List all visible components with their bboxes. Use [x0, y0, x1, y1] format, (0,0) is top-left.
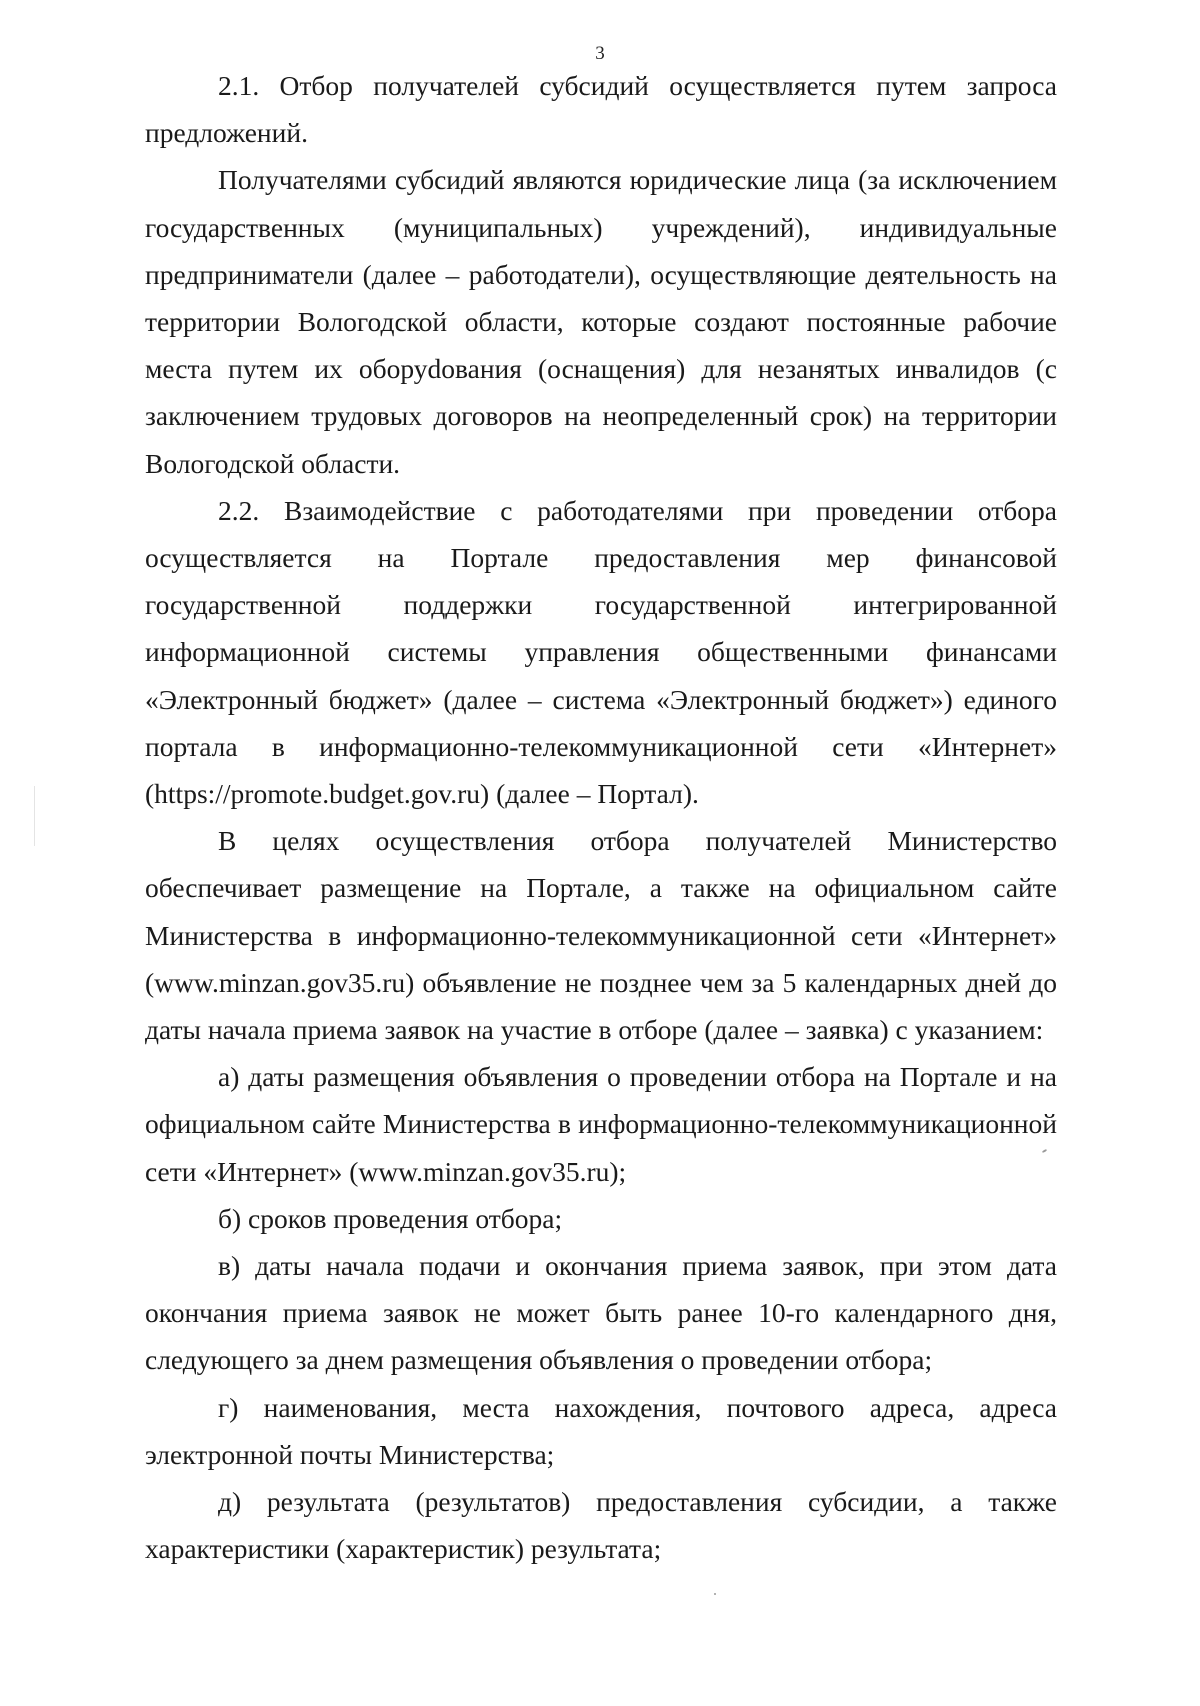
- list-item-d: д) результата (результатов) предоставления субсидии, а также характеристики (характеристик) результата;: [145, 1486, 1057, 1565]
- list-item-g: г) наименования, места нахождения, почтового адреса, адреса электронной почты Министерства;: [145, 1391, 1057, 1470]
- paragraph-announcement: В целях осуществления отбора получателей Министерство обеспечивает размещение на Портале, а также на официальном сайте Министерства в информационно-телекоммуникационной сети «Интернет» (www.minzan.gov35.ru) объявление не позднее чем за 5 календарных дней до даты начала приема заявок на участие в отборе (далее – заявка) с указанием:: [145, 825, 1057, 1046]
- scan-speck: [714, 1593, 716, 1595]
- list-item-v: в) даты начала подачи и окончания приема заявок, при этом дата окончания приема заявок не может быть ранее 10-го календарного дня, следующего за днем размещения объявления о проведении отбора;: [145, 1250, 1057, 1376]
- page-number: 3: [595, 43, 605, 64]
- list-item-a: а) даты размещения объявления о проведении отбора на Портале и на официальном сайте Министерства в информационно-телекоммуникационной сети «Интернет» (www.minzan.gov35.ru);: [145, 1061, 1057, 1187]
- paragraph-recipients: Получателями субсидий являются юридические лица (за исключением государственных (муниципальных) учреждений), индивидуальные предприниматели (далее – работодатели), осуществляющие деятельность на территории Вологодской области, которые создают постоянные рабочие места путем их оборуdования (оснащения) для незанятых инвалидов (с заключением трудовых договоров на неопределенный срок) на территории Вологодской области.: [145, 164, 1057, 479]
- document-body: [145, 62, 1057, 1573]
- paragraph-2-2: 2.2. Взаимодействие с работодателями при проведении отбора осуществляется на Портале предоставления мер финансовой государственной поддержки государственной интегрированной информационной системы управления общественными финансами «Электронный бюджет» (далее – система «Электронный бюджет») единого портала в информационно-телекоммуникационной сети «Интернет» (https://promote.budget.gov.ru) (далее – Портал).: [145, 494, 1057, 810]
- paragraph-2-1: 2.1. Отбор получателей субсидий осуществляется путем запроса предложений.: [145, 70, 1057, 149]
- list-item-b: б) сроков проведения отбора;: [218, 1202, 563, 1234]
- scan-margin-mark: [34, 786, 35, 846]
